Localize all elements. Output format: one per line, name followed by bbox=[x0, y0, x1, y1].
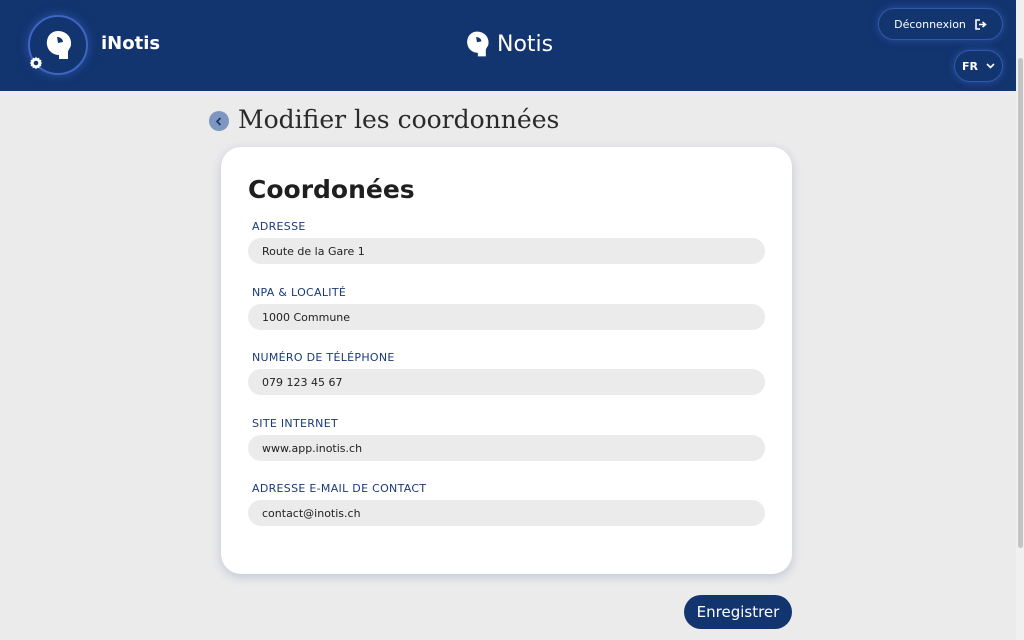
logout-label: Déconnexion bbox=[894, 17, 966, 31]
language-select[interactable] bbox=[954, 50, 1003, 82]
head-logo-icon bbox=[41, 28, 75, 62]
logout-button[interactable] bbox=[878, 8, 1003, 40]
language-value: FR bbox=[962, 59, 978, 73]
phone-label: NUMÉRO DE TÉLÉPHONE bbox=[252, 351, 395, 364]
back-button[interactable] bbox=[209, 111, 229, 131]
website-input[interactable] bbox=[248, 435, 765, 461]
chevron-left-icon bbox=[215, 117, 223, 126]
scrollbar-thumb[interactable] bbox=[1018, 58, 1023, 548]
page-title: Modifier les coordonnées bbox=[238, 105, 560, 134]
postal-city-label: NPA & LOCALITÉ bbox=[252, 286, 347, 299]
phone-input[interactable] bbox=[248, 369, 765, 395]
save-button[interactable]: Enregistrer bbox=[684, 595, 792, 629]
contact-email-input[interactable] bbox=[248, 500, 765, 526]
app-name: iNotis bbox=[101, 33, 161, 54]
brand-logo bbox=[462, 28, 553, 60]
address-input[interactable] bbox=[248, 238, 765, 264]
contact-form-card bbox=[221, 147, 792, 574]
website-label: SITE INTERNET bbox=[252, 417, 338, 430]
settings-gear-icon[interactable] bbox=[28, 55, 44, 71]
postal-city-input[interactable] bbox=[248, 304, 765, 330]
card-title: Coordonées bbox=[248, 175, 415, 204]
logo-text: Notis bbox=[497, 31, 554, 57]
head-logo-icon bbox=[462, 28, 492, 60]
logout-icon bbox=[975, 19, 987, 30]
contact-email-label: ADRESSE E-MAIL DE CONTACT bbox=[252, 482, 427, 495]
chevron-down-icon bbox=[986, 63, 995, 69]
address-label: ADRESSE bbox=[252, 220, 306, 233]
